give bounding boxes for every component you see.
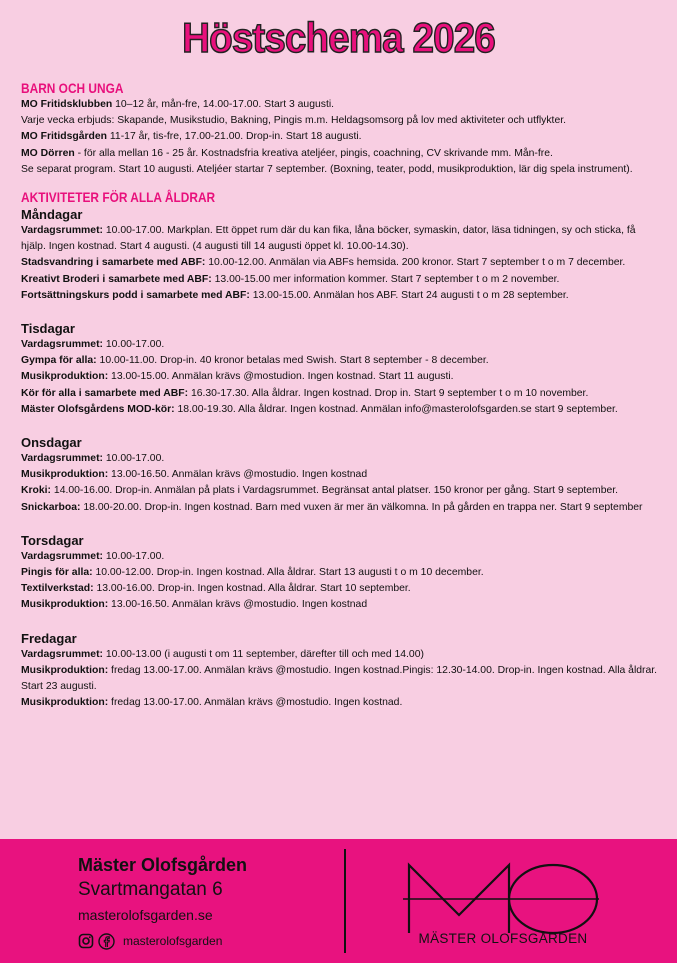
schedule-line (21, 113, 661, 129)
barn-lines (21, 97, 661, 178)
activity-details: 10.00-17.00. (103, 550, 165, 562)
activity-name: Musikproduktion: (21, 469, 109, 481)
schedule-line (21, 549, 661, 565)
activity-name: Fortsättningskurs podd i samarbete med ABF: (21, 289, 250, 301)
schedule-line (21, 369, 661, 385)
activity-name: MO Fritidsklubben (21, 99, 113, 110)
schedule-line (21, 353, 661, 369)
day-heading: Fredagar (21, 630, 77, 646)
activity-details: Varje vecka erbjuds: Skapande, Musikstudio, Bakning, Pingis m.m. Heldagsomsorg på lov med aktiviteter och utflykter. (21, 115, 566, 127)
schedule-line (21, 272, 661, 288)
schedule-line (21, 146, 661, 162)
activity-name: MO Fritidsgården (21, 131, 108, 143)
activity-details: 13.00-15.00 mer information kommer. Start 7 september t o m 2 november. (211, 273, 560, 285)
activity-details: 10.00-17.00. Markplan. Ett öppet rum där du kan fika, låna böcker, symaskin, dator, läsa tidningen, sy och sticka, få hjälp. Ingen kostnad. Start 4 augusti. (4 augusti till 14 augusti öppet kl. 10.00-14.30). (21, 225, 636, 253)
schedule-line (21, 223, 661, 255)
activity-name: Musikproduktion: (21, 664, 109, 676)
activity-details: 18.00-19.30. Alla åldrar. Ingen kostnad. Anmälan info@masterolofsgarden.se start 9 september. (174, 403, 618, 415)
schedule-line (21, 663, 661, 695)
activity-name: Kreativt Broderi i samarbete med ABF: (21, 273, 212, 285)
activity-details: 13.00-16.50. Anmälan krävs @mostudio. Ingen kostnad (108, 469, 368, 481)
footer-website[interactable]: masterolofsgarden.se (78, 907, 213, 923)
activity-name: Vardagsrummet: (21, 550, 103, 562)
schedule-line (21, 97, 661, 113)
schedule-line (21, 255, 661, 271)
alla-days (21, 206, 661, 711)
activity-details: fredag 13.00-17.00. Anmälan krävs @mostudio. Ingen kostnad.Pingis: 12.30-14.00. Drop-in. Ingen kostnad. Alla åldrar. Start 23 augusti. (21, 664, 658, 693)
schedule-line (21, 129, 661, 145)
activity-details: 16.30-17.30. Alla åldrar. Ingen kostnad. Drop in. Start 9 september t o m 10 november. (188, 387, 589, 399)
schedule-line (21, 288, 661, 304)
activity-details: 10.00-12.00. Anmälan via ABFs hemsida. 200 kronor. Start 7 september t o m 7 december. (205, 257, 626, 269)
activity-details: 10.00-13.00 (i augusti t om 11 september, därefter till och med 14.00) (103, 648, 424, 660)
activity-details: - för alla mellan 16 - 25 år. Kostnadsfria kreativa ateljéer, pingis, coachning, CV skrivande mm. Mån-fre. (74, 147, 553, 159)
activity-details: 13.00-16.50. Anmälan krävs @mostudio. Ingen kostnad (108, 599, 368, 611)
footer (0, 839, 677, 963)
schedule-line (21, 597, 661, 613)
activity-details: 13.00-15.00. Anmälan hos ABF. Start 24 augusti t o m 28 september. (249, 289, 569, 301)
schedule-line (21, 467, 661, 483)
activity-name: Pingis för alla: (21, 567, 93, 579)
schedule-line (21, 402, 661, 418)
activity-details: 10.00-12.00. Drop-in. Ingen kostnad. Alla åldrar. Start 13 augusti t o m 10 december. (92, 567, 484, 579)
facebook-icon[interactable] (98, 933, 115, 950)
schedule-line (21, 581, 661, 597)
day-heading: Torsdagar (21, 532, 84, 548)
page-title: Höstschema 2026 (182, 14, 495, 61)
activity-name: MO Dörren (21, 147, 75, 159)
logo-text: MÄSTER OLOFSGÅRDEN (418, 931, 588, 946)
schedule-line (21, 386, 661, 402)
activity-details: 11-17 år, tis-fre, 17.00-21.00. Drop-in. Start 18 augusti. (107, 131, 362, 143)
footer-social (78, 932, 222, 950)
activity-name: Textilverkstad: (21, 583, 94, 595)
footer-street: Svartmangatan 6 (78, 879, 223, 900)
schedule-line (21, 451, 661, 467)
activity-details: fredag 13.00-17.00. Anmälan krävs @mostudio. Ingen kostnad. (108, 697, 403, 709)
activity-name: Musikproduktion: (21, 371, 109, 383)
footer-divider (344, 849, 346, 953)
activity-name: Vardagsrummet: (21, 225, 103, 237)
section-heading-alla: AKTIVITETER FÖR ALLA ÅLDRAR (21, 189, 216, 206)
activity-name: Vardagsrummet: (21, 339, 103, 351)
activity-name: Vardagsrummet: (21, 648, 103, 660)
activity-details: 13.00-16.00. Drop-in. Ingen kostnad. Alla åldrar. Start 10 september. (93, 583, 411, 595)
day-heading: Onsdagar (21, 435, 82, 451)
activity-details: 13.00-15.00. Anmälan krävs @mostudion. Ingen kostnad. Start 11 augusti. (108, 371, 454, 383)
schedule-line (21, 647, 661, 663)
activity-details: 10.00-11.00. Drop-in. 40 kronor betalas med Swish. Start 8 september - 8 december. (96, 355, 489, 367)
activity-details: 18.00-20.00. Drop-in. Ingen kostnad. Barn med vuxen är mer än välkomna. In på gården en trappa ner. Start 9 september (80, 501, 643, 513)
activity-details: 14.00-16.00. Drop-in. Anmälan på plats i Vardagsrummet. Begränsat antal platser. 150 kronor per gång. Start 9 september. (51, 485, 619, 497)
schedule-line (21, 337, 661, 353)
footer-name: Mäster Olofsgården (78, 855, 248, 875)
section-heading-barn: BARN OCH UNGA (21, 80, 124, 96)
activity-name: Kroki: (21, 485, 52, 497)
day-heading: Måndagar (21, 207, 83, 223)
activity-details: Se separat program. Start 10 augusti. Ateljéer startar 7 september. (Boxning, teater, podd, musikproduktion, lär dig spela instrument). (21, 163, 633, 175)
activity-details: 10–12 år, mån-fre, 14.00-17.00. Start 3 augusti. (112, 99, 335, 110)
activity-name: Musikproduktion: (21, 599, 109, 611)
instagram-icon[interactable] (78, 933, 94, 949)
activity-name: Mäster Olofsgårdens MOD-kör: (21, 403, 175, 415)
activity-details: 10.00-17.00. (103, 453, 165, 465)
schedule-content (21, 79, 661, 711)
activity-name: Musikproduktion: (21, 697, 109, 709)
activity-details: 10.00-17.00. (103, 339, 165, 351)
activity-name: Snickarboa: (21, 501, 81, 513)
schedule-line (21, 500, 661, 516)
schedule-line (21, 483, 661, 499)
activity-name: Gympa för alla: (21, 355, 97, 367)
day-heading: Tisdagar (21, 321, 75, 337)
activity-name: Kör för alla i samarbete med ABF: (21, 387, 189, 399)
activity-name: Vardagsrummet: (21, 453, 103, 465)
schedule-line (21, 565, 661, 581)
activity-name: Stadsvandring i samarbete med ABF: (21, 257, 206, 269)
schedule-line (21, 695, 661, 711)
footer-handle[interactable]: masterolofsgarden (123, 934, 223, 948)
schedule-line (21, 162, 661, 178)
